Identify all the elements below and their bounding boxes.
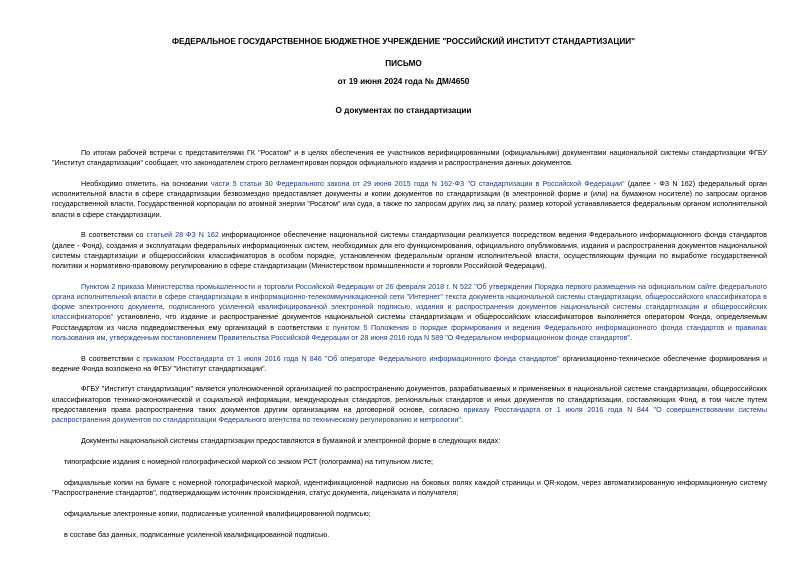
link-fz-162-art30[interactable]: части 5 статьи 30 Федерального закона от 29 июня 2015 года N 162-ФЗ "О стандартизации в Российской Федерации" bbox=[210, 178, 625, 188]
list-item: в составе баз данных, подписанные усиленной квалифицированной подписью. bbox=[64, 530, 330, 540]
paragraph-text: организационно-техническое обеспечение формирования и ведение Фонда возложено на ФГБУ "Институт стандартизации". bbox=[52, 353, 767, 373]
paragraph-text: Необходимо отметить, на основании bbox=[81, 178, 211, 188]
paragraph-7: Документы национальной системы стандартизации предоставляются в бумажной и электронной форме в следующих видах: bbox=[81, 435, 501, 445]
link-order-846[interactable]: приказом Росстандарта от 1 июля 2016 года N 846 "Об операторе Федерального информационного фонда стандартов" bbox=[143, 353, 560, 363]
organization-title: ФЕДЕРАЛЬНОЕ ГОСУДАРСТВЕННОЕ БЮДЖЕТНОЕ УЧРЕЖДЕНИЕ "РОССИЙСКИЙ ИНСТИТУТ СТАНДАРТИЗАЦИИ" bbox=[172, 37, 635, 46]
paragraph-text: (далее - ФЗ N 162) федеральный орган исполнительной власти в сфере стандартизации безвозмездно предоставляет документы и копии документов по стандартизации (в электронной форме и (или) на бумажном носителе) по запросам органов государственной власти, Государственной корпорации по атомной энергии "Росатом" или суда, а также по запросам других лиц за плату, размер которой устанавливается федеральным органом исполнительной власти в сфере стандартизации. bbox=[52, 178, 767, 219]
list-item: официальные электронные копии, подписанные усиленной квалифицированной подписью; bbox=[64, 509, 371, 519]
document-body bbox=[52, 148, 767, 552]
paragraph-6 bbox=[52, 384, 767, 425]
link-fz-162-art28[interactable]: статьей 28 ФЗ N 162 bbox=[146, 230, 219, 240]
document-type: ПИСЬМО bbox=[385, 59, 422, 68]
list-item: типографские издания с номерной голографической маркой со знаком РСТ (голограмма) на титульном листе; bbox=[64, 456, 433, 466]
paragraph-text: . bbox=[460, 415, 463, 425]
link-order-844[interactable]: приказу Росстандарта от 1 июля 2016 года N 844 "О совершенствовании системы распространения документов по стандартизации Федерального агентства по техническому регулированию и метрологии" bbox=[52, 404, 767, 425]
list-item: официальные копии на бумаге с номерной голографической маркой, идентификационной надписью на боковых полях каждой страницы и QR-кодом, через автоматизированную информационную систему "Распространение стандартов", подтверждающим источник происхождения, статус документа, лицензиата и получателя; bbox=[52, 477, 767, 497]
paragraph-text: В соответствии с bbox=[81, 353, 144, 363]
paragraph-2 bbox=[52, 179, 767, 220]
paragraph-4 bbox=[52, 282, 767, 343]
document-number: от 19 июня 2024 года № ДМ/4650 bbox=[337, 77, 470, 86]
paragraph-text: информационное обеспечение национальной системы стандартизации реализуется посредством ведения Федерального информационного фонда стандартов (далее - Фонд), создания и эксплуатации федеральных информационных систем, необходимых для его функционирования, официального опубликования, издания и распространения документов национальной системы стандартизации и общероссийских классификаторов в особом порядке, установленном федеральным органом исполнительной власти, осуществляющим функции по выработке государственной политики и нормативно-правовому регулированию в сфере стандартизации (Министерством промышленности и торговли Российской Федерации). bbox=[52, 230, 767, 270]
link-resolution-589[interactable]: пунктом 5 Положения о порядке формирования и ведения Федерального информационного фонда стандартов и правилах пользования им, утвержденным постановлением Правительства Российской Федерации от 28 июня 2016 года N 589 "О Федеральном информационном фонде стандартов" bbox=[52, 322, 767, 342]
link-order-522[interactable]: Пунктом 2 приказа Министерства промышленности и торговли Российской Федерации от 26 февраля 2018 г. N 522 "Об утверждении Порядка первого размещения на официальном сайте федерального органа исполнительной власти в сфере стандартизации в информационно-телекоммуникационной сети "Интернет" текста документа национальной системы стандартизации, общероссийского классификатора в форме электронного документа, подписанного усиленной квалифицированной электронной подписью, издания и распространения документов национальной системы стандартизации и общероссийских классификаторов" bbox=[52, 281, 767, 322]
paragraph-text: установлено, что издание и распространение документов национальной системы стандартизации и общероссийских классификаторов выполняется оператором Фонда, определяемым Росстандартом из числа подведомственных ему организаций в соответствии с bbox=[52, 312, 767, 332]
paragraph-text: ФГБУ "Институт стандартизации" является уполномоченной организацией по распространению документов, разрабатываемых и применяемых в национальной системе стандартизации, общероссийских классификаторов технико-экономической и социальной информации, международных стандартов, региональных стандартов и иных документов по стандартизации, составляющих Фонд, в том числе путем предоставления права распространения таких документов другим организациям на договорной основе, согласно bbox=[52, 384, 767, 414]
paragraph-1: По итогам рабочей встречи с представителями ГК "Росатом" и в целях обеспечения ее участников верифицированными (официальными) документами национальной системы стандартизации ФГБУ "Институт стандартизации" сообщает, что законодателем строго регламентирован порядок официального издания и распространения данных документов. bbox=[52, 148, 767, 168]
document-subject: О документах по стандартизации bbox=[335, 106, 472, 115]
paragraph-text: . bbox=[630, 332, 632, 342]
paragraph-5 bbox=[52, 354, 767, 374]
paragraph-3 bbox=[52, 230, 767, 271]
paragraph-text: В соответствии со bbox=[81, 230, 147, 240]
